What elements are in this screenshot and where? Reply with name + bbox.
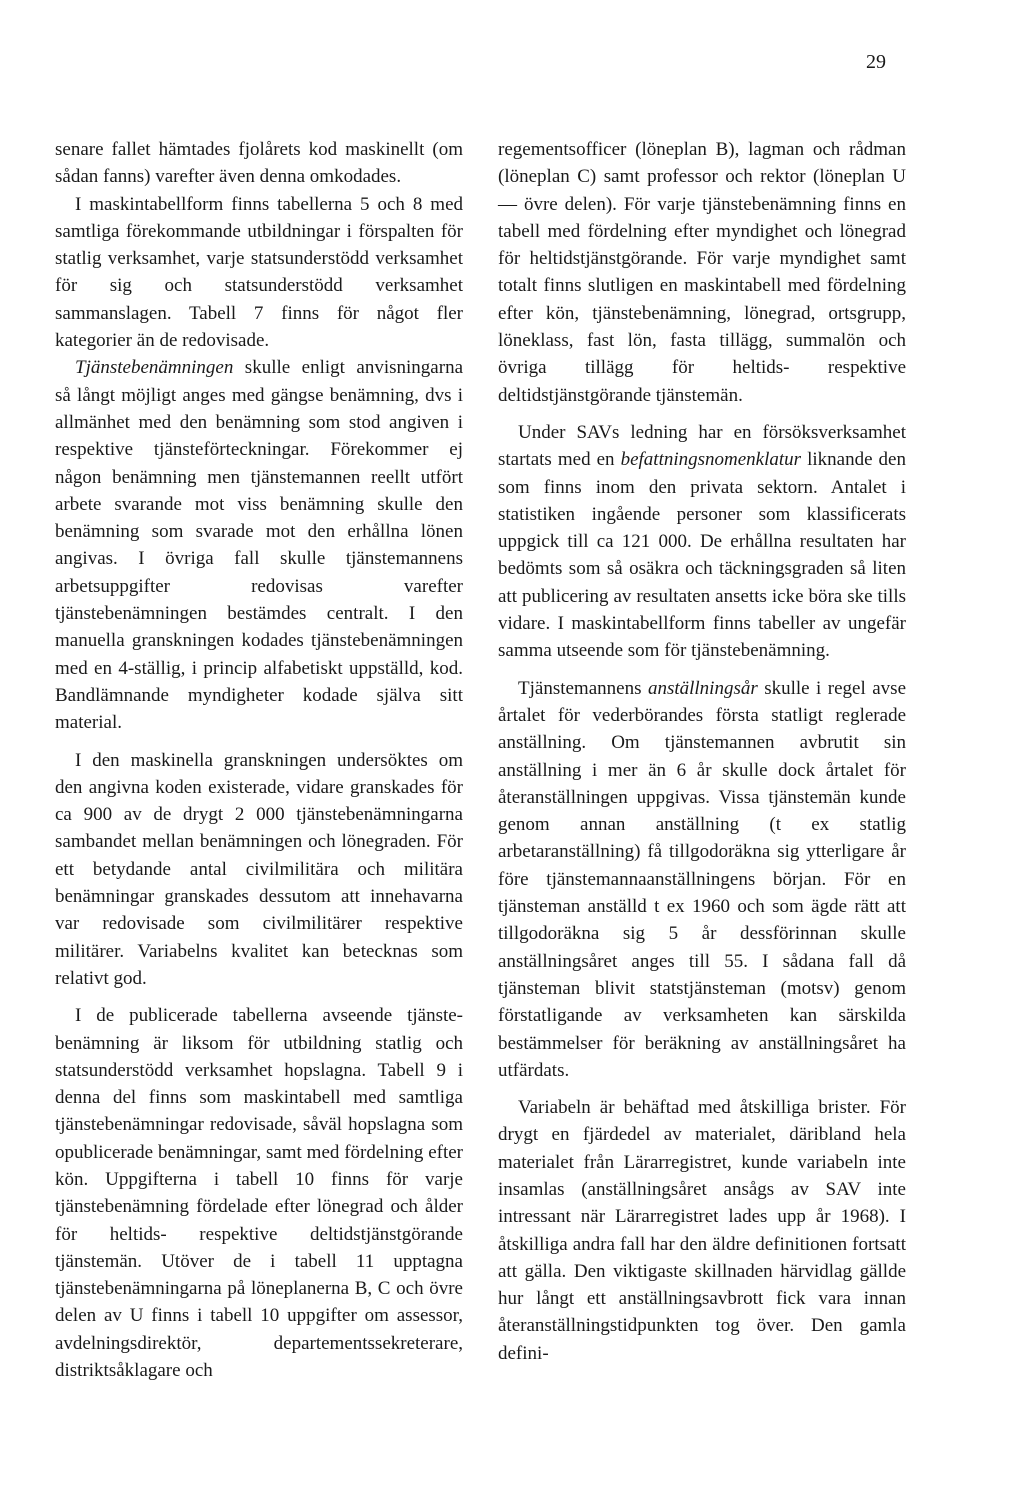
paragraph-text: skulle i regel avse årtalet för vederbörandes första statligt reglerade anställning. Om tjänstemannen avbrutit sin anställning i mer än 6 år skulle dock årtalet för återanställningen uppgivas. Vissa tjänstemän kunde genom annan anställning (t ex statlig arbetaranställning) få tillgodoräkna sig ytterligare år före tjänstemannaanställningens början. För en tjänsteman anställd t ex 1960 och som ägde rätt att tillgodoräkna sig 5 år dessförinnan skulle anställningsåret anges till 55. I sådana fall då tjänsteman blivit statstjänsteman (motsv) genom förstatligande av verksamheten kan särskilda bestämmelser för beräkning av anställningsåret ha utfärdats. — [498, 677, 906, 1081]
left-column — [55, 136, 463, 1384]
paragraph-text: Tjänstemannens — [518, 677, 648, 699]
paragraph-text: liknande den som finns inom den privata sektorn. Antalet i statistiken ingående personer som klassificerats uppgick till ca 121 000. De erhållna resultaten har bedömts som så osäkra och täckningsgraden så liten att publicering av resultaten ansetts icke böra ske tills vidare. I maskintabellform finns tabeller av ungefär samma utseende som för tjänstebenämning. — [498, 449, 906, 662]
paragraph: Variabeln är behäftad med åtskilliga brister. För drygt en fjärdedel av materialet, däribland hela materialet från Lärarregistret, kunde variabeln inte insamlas (anställningsåret ansågs av SAV inte intressant när Lärarregistret lades upp år 1968). I åtskilliga andra fall har den äldre definitionen fortsatt att gälla. Den viktigaste skillnaden härvidlag gällde hur långt ett anställningsavbrott fick vara innan återanställningstidpunkten tog över. Den gamla defini- — [498, 1097, 906, 1364]
paragraph — [498, 419, 906, 665]
italic-term: befattningsnomenklatur — [620, 449, 802, 471]
italic-term: anställningsår — [647, 677, 758, 699]
paragraph-text: skulle enligt anvisningarna så långt möjligt anges med gängse benämning, dvs i allmänhet med den benämning som stod angiven i respektive tjänsteförteckningar. Förekommer ej någon benämning men tjänstemannen reellt utfört arbete svarande mot viss benämning skulle den benämning som svarade mot den erhållna lönen angivas. I övriga fall skulle tjänstemannens arbetsuppgifter redovisas varefter tjänstebenämningen bestämdes centralt. I den manuella granskningen kodades tjänstebenämningen med en 4-ställig, i princip alfabetiskt uppställd, kod. Bandlämnande myndigheter kodade själva sitt material. — [55, 357, 463, 734]
italic-term: Tjänstebenämningen — [75, 357, 234, 379]
paragraph — [498, 675, 906, 1084]
paragraph: I de publicerade tabellerna avseende tjänstebenämning är liksom för utbildning statlig och statsunderstödd verksamhet hopslagna. Tabell 9 i denna del finns som maskintabell med samtliga tjänstebenämningar redovisade, såväl hopslagna som opublicerade benämningar, samt med fördelning efter kön. Uppgifterna i tabell 10 finns för varje tjänstebenämning fördelade efter lönegrad och ålder för heltids- respektive deltidstjänstgörande tjänstemän. Utöver de i tabell 11 upptagna tjänstebenämningarna på löneplanerna B, C och övre delen av U finns i tabell 10 uppgifter om assessor, avdelningsdirektör, departementssekreterare, distriktsåklagare och — [55, 1005, 463, 1382]
paragraph-text: Under SAVs ledning har en försöksverksamhet startats med en — [498, 421, 906, 471]
paragraph — [55, 354, 463, 736]
right-column — [498, 136, 906, 1367]
page-number: 29 — [866, 51, 886, 73]
paragraph: I den maskinella granskningen undersöktes om den angivna koden existerade, vidare granskades för ca 900 av de drygt 2 000 tjänstebenämningarna sambandet mellan benämningen och lönegraden. För ett betydande antal civilmilitära och militära benämningar granskades dessutom att innehavarna var redovisade som civilmilitärer respektive militärer. Variabelns kvalitet kan betecknas som relativt god. — [55, 749, 463, 989]
paragraph: I maskintabellform finns tabellerna 5 och 8 med samtliga förekommande utbildningar i förspalten för statlig verksamhet, varje statsunderstödd verksamhet för sig och statsunderstödd verksamhet sammanslagen. Tabell 7 finns för något fler kategorier än de redovisade. — [55, 193, 463, 352]
paragraph: senare fallet hämtades fjolårets kod maskinellt (om sådan fanns) varefter även denna omkodades. — [55, 139, 463, 188]
paragraph: regementsofficer (löneplan B), lagman och rådman (löneplan C) samt professor och rektor (löneplan U — övre delen). För varje tjänstebenämning finns en tabell med fördelning efter myndighet och lönegrad för heltidstjänstgörande. För varje myndighet samt totalt finns slutligen en maskintabell med fördelning efter kön, tjänstebenämning, lönegrad, ortsgrupp, löneklass, fast lön, fasta tillägg, summalön och övriga tillägg för heltids- respektive deltidstjänstgörande tjänstemän. — [498, 139, 906, 406]
